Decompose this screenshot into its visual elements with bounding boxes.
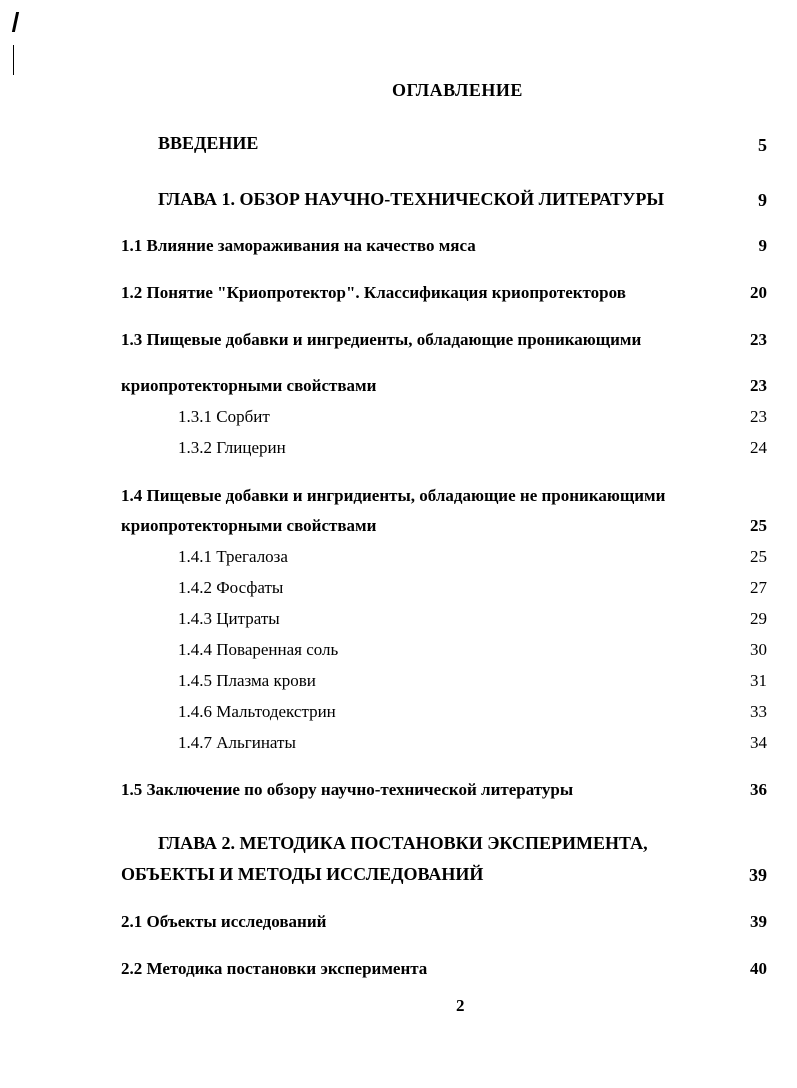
toc-page-1-3-2: 24 <box>750 438 767 457</box>
toc-entry-1-4-1: 1.4.1 Трегалоза <box>178 547 288 566</box>
toc-entry-1-3-2: 1.3.2 Глицерин <box>178 438 286 457</box>
toc-entry-1-3-1: 1.3.1 Сорбит <box>178 407 270 426</box>
toc-page-1-1: 9 <box>758 236 767 255</box>
toc-page-1-3-1: 23 <box>750 407 767 426</box>
toc-page-1-2: 20 <box>750 283 767 302</box>
toc-page-1-4-5: 31 <box>750 671 767 690</box>
toc-page-1-4-3: 29 <box>750 609 767 628</box>
scan-mark-top-2 <box>13 45 14 75</box>
toc-page-1-4-1: 25 <box>750 547 767 566</box>
toc-entry-1-4-cont: криопротекторными свойствами <box>121 516 377 535</box>
toc-page-1-3-cont: 23 <box>750 376 767 395</box>
toc-entry-2-2: 2.2 Методика постановки эксперимента <box>121 959 428 978</box>
toc-page-1-4-cont: 25 <box>750 516 767 535</box>
toc-entry-intro: ВВЕДЕНИЕ <box>158 133 259 153</box>
toc-page-1-3: 23 <box>750 330 767 349</box>
toc-page-2-2: 40 <box>750 959 767 978</box>
toc-entry-1-4-5: 1.4.5 Плазма крови <box>178 671 316 690</box>
toc-page-1-4-2: 27 <box>750 578 767 597</box>
toc-entry-1-4-4: 1.4.4 Поваренная соль <box>178 640 339 659</box>
toc-entry-1-3-cont: криопротекторными свойствами <box>121 376 377 395</box>
toc-page-1-5: 36 <box>750 780 767 799</box>
toc-entry-1-4-2: 1.4.2 Фосфаты <box>178 578 284 597</box>
toc-entry-1-5: 1.5 Заключение по обзору научно-технической литературы <box>121 780 574 799</box>
toc-entry-2-1: 2.1 Объекты исследований <box>121 912 327 931</box>
toc-page-chapter-2: 39 <box>749 865 767 885</box>
toc-page-1-4-4: 30 <box>750 640 767 659</box>
scan-mark-top <box>12 12 19 32</box>
toc-entry-1-4: 1.4 Пищевые добавки и ингридиенты, обладающие не проникающими <box>121 486 666 505</box>
toc-page-2-1: 39 <box>750 912 767 931</box>
toc-entry-chapter-1: ГЛАВА 1. ОБЗОР НАУЧНО-ТЕХНИЧЕСКОЙ ЛИТЕРАТУРЫ <box>158 189 665 209</box>
toc-entry-chapter-2-cont: ОБЪЕКТЫ И МЕТОДЫ ИССЛЕДОВАНИЙ <box>121 864 484 884</box>
toc-page-1-4-6: 33 <box>750 702 767 721</box>
toc-page-chapter-1: 9 <box>758 190 767 210</box>
toc-entry-1-4-7: 1.4.7 Альгинаты <box>178 733 296 752</box>
toc-entry-chapter-2: ГЛАВА 2. МЕТОДИКА ПОСТАНОВКИ ЭКСПЕРИМЕНТА, <box>158 833 648 853</box>
toc-entry-1-4-3: 1.4.3 Цитраты <box>178 609 280 628</box>
toc-entry-1-2: 1.2 Понятие "Криопротектор". Классификация криопротекторов <box>121 283 626 302</box>
toc-entry-1-3: 1.3 Пищевые добавки и ингредиенты, обладающие проникающими <box>121 330 642 349</box>
toc-page-intro: 5 <box>758 135 767 155</box>
page-number: 2 <box>456 996 465 1015</box>
toc-entry-1-4-6: 1.4.6 Мальтодекстрин <box>178 702 336 721</box>
toc-page-1-4-7: 34 <box>750 733 767 752</box>
toc-title: ОГЛАВЛЕНИЕ <box>392 80 523 100</box>
toc-entry-1-1: 1.1 Влияние замораживания на качество мяса <box>121 236 476 255</box>
